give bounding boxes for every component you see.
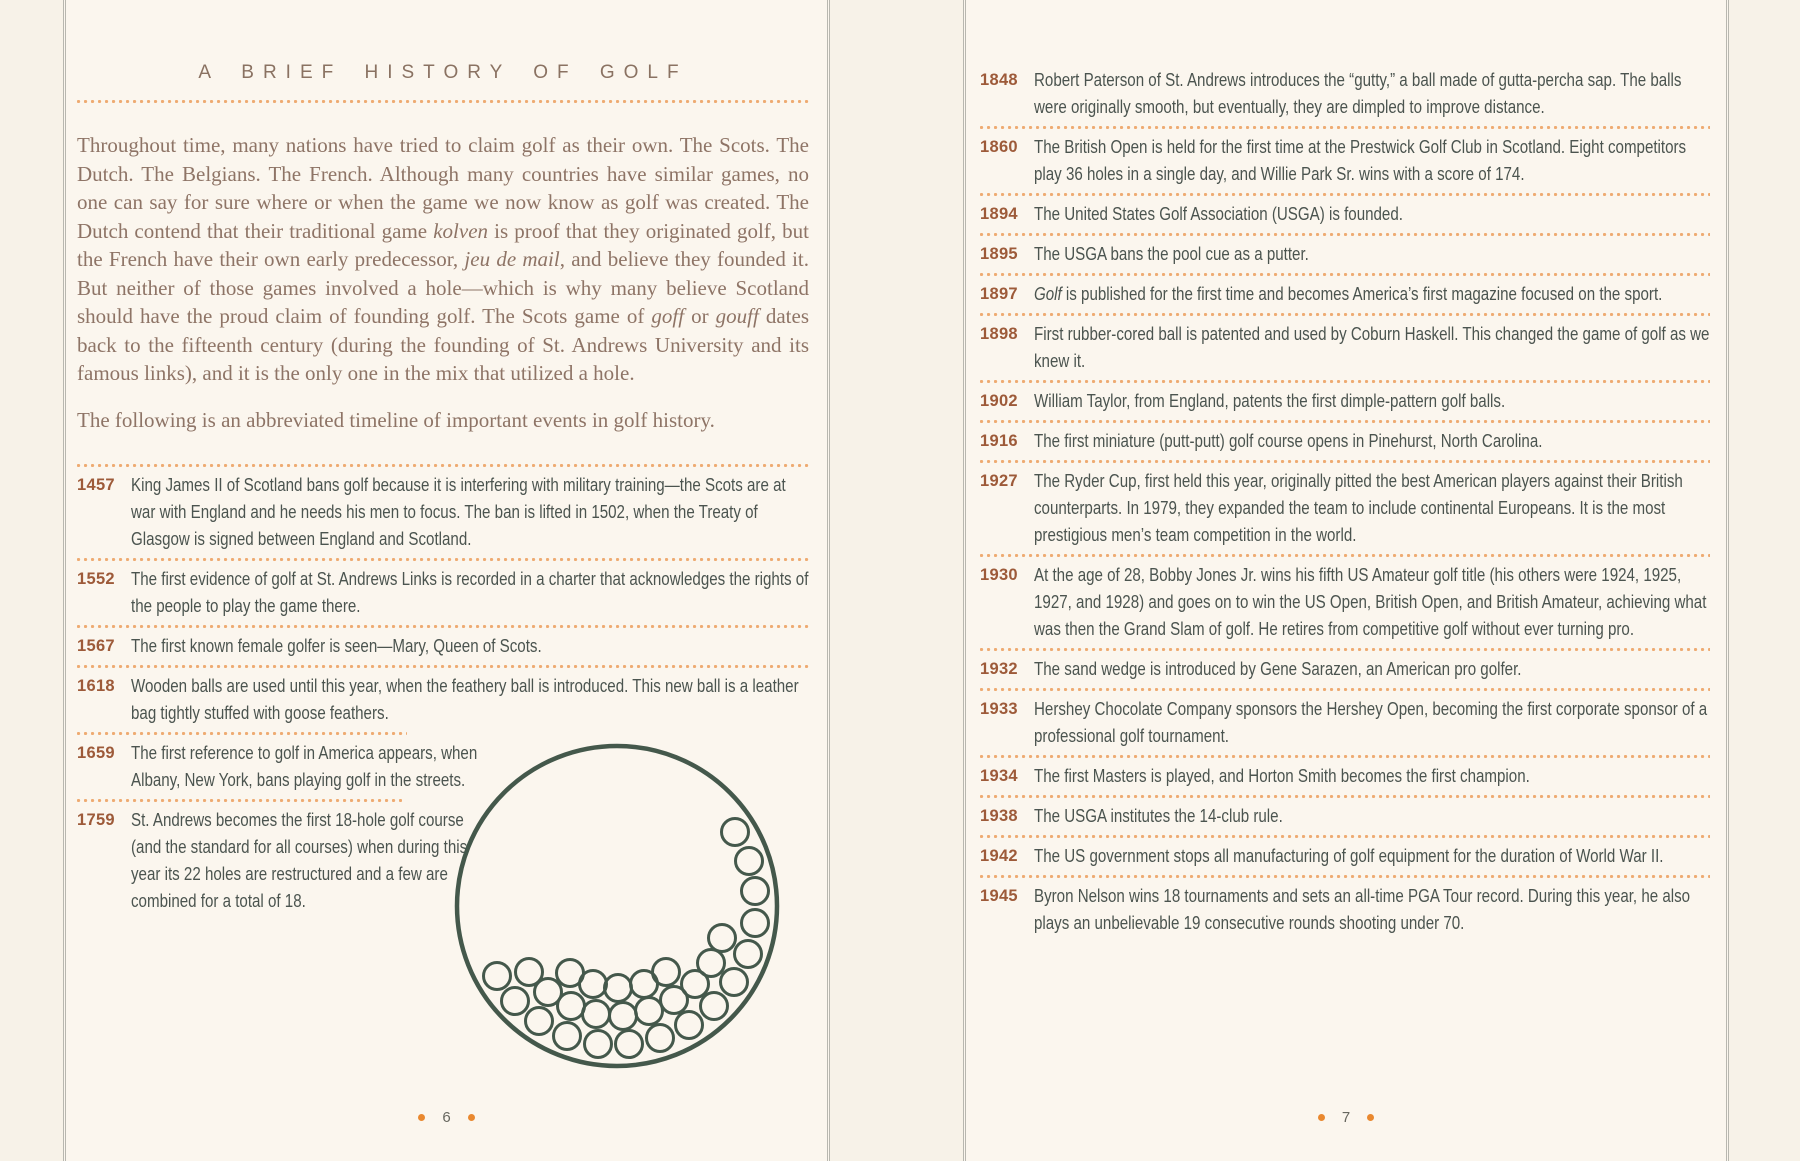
timeline-year: 1457	[77, 476, 115, 494]
timeline-entry	[77, 671, 809, 730]
timeline-year: 1848	[980, 70, 1018, 89]
right-page	[963, 0, 1729, 1161]
timeline-text: Golf is published for the first time and becomes America’s first magazine focused on the sport.	[1034, 283, 1663, 304]
timeline-text: The first miniature (putt-putt) golf course opens in Pinehurst, North Carolina.	[1034, 430, 1543, 451]
timeline-text: First rubber-cored ball is patented and used by Coburn Haskell. This changed the game of golf as we knew it.	[1034, 323, 1710, 371]
dotted-separator	[77, 464, 809, 467]
dotted-separator	[980, 460, 1710, 463]
dotted-separator	[980, 273, 1710, 276]
timeline-year: 1927	[980, 471, 1018, 490]
page-number-dot	[1318, 1114, 1325, 1121]
page-number-left	[66, 1110, 827, 1125]
timeline-entry	[980, 465, 1710, 551]
dotted-separator	[980, 380, 1710, 383]
dotted-separator	[980, 554, 1710, 557]
timeline-entry	[980, 198, 1710, 230]
dotted-separator	[980, 193, 1710, 196]
timeline-entry	[77, 470, 809, 556]
timeline-year: 1930	[980, 565, 1018, 584]
timeline-entry	[980, 64, 1710, 123]
timeline-entry	[980, 653, 1710, 685]
dotted-separator	[77, 732, 407, 735]
dotted-separator	[980, 313, 1710, 316]
left-page	[63, 0, 830, 1161]
dotted-separator	[980, 795, 1710, 798]
timeline-text: William Taylor, from England, patents the first dimple-pattern golf balls.	[1034, 390, 1506, 411]
timeline-entry	[980, 318, 1710, 377]
timeline-year: 1897	[980, 284, 1018, 303]
timeline-year: 1618	[77, 677, 115, 695]
timeline-year: 1659	[77, 744, 115, 762]
page-number-value: 6	[442, 1109, 451, 1126]
timeline-text: The first reference to golf in America appears, when Albany, New York, bans playing golf in the streets.	[131, 743, 478, 790]
timeline-entry	[980, 693, 1710, 752]
timeline-year: 1945	[980, 886, 1018, 905]
timeline-year: 1567	[77, 637, 115, 655]
intro-paragraph: Throughout time, many nations have tried to claim golf as their own. The Scots. The Dutch. The Belgians. The French. Although many countries have similar games, no one can say for sure where or when the game we now know as golf was created. The Dutch contend that their traditional game kolven is proof that they originated golf, but the French have their own early predecessor, jeu de mail, and believe they founded it. But neither of those games involved a hole—which is why many believe Scotland should have the proud claim of founding golf. The Scots game of goff or gouff dates back to the fifteenth century (during the founding of St. Andrews University and its famous links), and it is the only one in the mix that utilized a hole.	[77, 133, 810, 385]
timeline-entry	[77, 631, 809, 663]
timeline-year: 1902	[980, 391, 1018, 410]
timeline-entry	[980, 238, 1710, 270]
timeline-text: St. Andrews becomes the first 18-hole golf course (and the standard for all courses) when during this year its 22 holes are restructured and a few are combined for a total of 18.	[131, 810, 468, 911]
dotted-separator	[980, 835, 1710, 838]
dotted-separator	[980, 648, 1710, 651]
timeline-entry	[980, 131, 1710, 190]
timeline-year: 1932	[980, 659, 1018, 678]
page-title: A BRIEF HISTORY OF GOLF	[198, 62, 688, 83]
dotted-separator	[77, 625, 809, 628]
timeline-entry	[980, 760, 1710, 792]
timeline-year: 1898	[980, 324, 1018, 343]
timeline-entry	[980, 840, 1710, 872]
timeline-year: 1942	[980, 846, 1018, 865]
page-number-dot	[418, 1114, 425, 1121]
dotted-separator	[980, 233, 1710, 236]
timeline-text: The sand wedge is introduced by Gene Sarazen, an American pro golfer.	[1034, 658, 1522, 679]
timeline-year: 1895	[980, 244, 1018, 263]
timeline-year: 1759	[77, 811, 115, 829]
timeline-text: The United States Golf Association (USGA) is founded.	[1034, 203, 1403, 224]
timeline-text: Wooden balls are used until this year, when the feathery ball is introduced. This new ball is a leather bag tightly stuffed with goose feathers.	[131, 676, 799, 723]
timeline-text: The first evidence of golf at St. Andrews Links is recorded in a charter that acknowledges the rights of the people to play the game there.	[131, 569, 809, 616]
timeline-text: The British Open is held for the first time at the Prestwick Golf Club in Scotland. Eight competitors play 36 holes in a single day, and Willie Park Sr. wins with a score of 174.	[1034, 136, 1687, 184]
timeline-entry	[980, 425, 1710, 457]
timeline-text: The first Masters is played, and Horton Smith becomes the first champion.	[1034, 765, 1530, 786]
dotted-separator	[980, 755, 1710, 758]
timeline-year: 1938	[980, 806, 1018, 825]
timeline-year: 1860	[980, 137, 1018, 156]
golf-ball-illustration	[447, 736, 787, 1076]
page-number-value: 7	[1341, 1109, 1351, 1126]
timeline-entry	[980, 385, 1710, 417]
timeline-entry	[77, 564, 809, 623]
timeline-year: 1552	[77, 570, 115, 588]
timeline-text: King James II of Scotland bans golf because it is interfering with military training—the Scots are at war with England and he needs his men to focus. The ban is lifted in 1502, when the Treaty of Glasgow is signed between England and Scotland.	[131, 475, 786, 549]
timeline-year: 1933	[980, 699, 1018, 718]
timeline-text: The US government stops all manufacturing of golf equipment for the duration of World War II.	[1034, 845, 1664, 866]
page-number-right	[966, 1110, 1726, 1125]
dotted-separator	[980, 875, 1710, 878]
timeline-text: The first known female golfer is seen—Mary, Queen of Scots.	[131, 636, 542, 656]
timeline-text: Robert Paterson of St. Andrews introduces the “gutty,” a ball made of gutta-percha sap. The balls were originally smooth, but eventually, they are dimpled to improve distance.	[1034, 69, 1682, 117]
timeline-text: The Ryder Cup, first held this year, originally pitted the best American players against their British counterparts. In 1979, they expanded the team to include continental Europeans. It is the most prestigious men’s team competition in the world.	[1034, 470, 1683, 545]
timeline-year: 1894	[980, 204, 1018, 223]
page-number-dot	[468, 1114, 475, 1121]
dotted-separator	[77, 665, 809, 668]
timeline-text: The USGA bans the pool cue as a putter.	[1034, 243, 1309, 264]
timeline-lead-paragraph: The following is an abbreviated timeline of important events in golf history.	[77, 407, 715, 432]
page-number-dot	[1367, 1114, 1374, 1121]
timeline-entry	[980, 559, 1710, 645]
timeline-text: At the age of 28, Bobby Jones Jr. wins his fifth US Amateur golf title (his others were 1924, 1925, 1927, and 1928) and goes on to win the US Open, British Open, and British Amateur, achieving what was then the Grand Slam of golf. He retires from competitive golf without ever turning pro.	[1034, 564, 1707, 639]
timeline-year: 1916	[980, 431, 1018, 450]
timeline-text: The USGA institutes the 14-club rule.	[1034, 805, 1283, 826]
dotted-separator	[77, 799, 402, 802]
timeline-entry	[980, 278, 1710, 310]
dotted-separator	[980, 126, 1710, 129]
dotted-separator	[77, 558, 809, 561]
timeline-right	[980, 64, 1710, 939]
dotted-separator	[980, 688, 1710, 691]
timeline-text: Byron Nelson wins 18 tournaments and sets an all-time PGA Tour record. During this year, he also plays an unbelievable 19 consecutive rounds shooting under 70.	[1034, 885, 1691, 933]
title-divider-dotted-rule	[77, 100, 809, 103]
dotted-separator	[980, 420, 1710, 423]
timeline-entry	[980, 800, 1710, 832]
timeline-text: Hershey Chocolate Company sponsors the Hershey Open, becoming the first corporate sponsor of a professional golf tournament.	[1034, 698, 1708, 746]
timeline-year: 1934	[980, 766, 1018, 785]
timeline-entry	[980, 880, 1710, 939]
